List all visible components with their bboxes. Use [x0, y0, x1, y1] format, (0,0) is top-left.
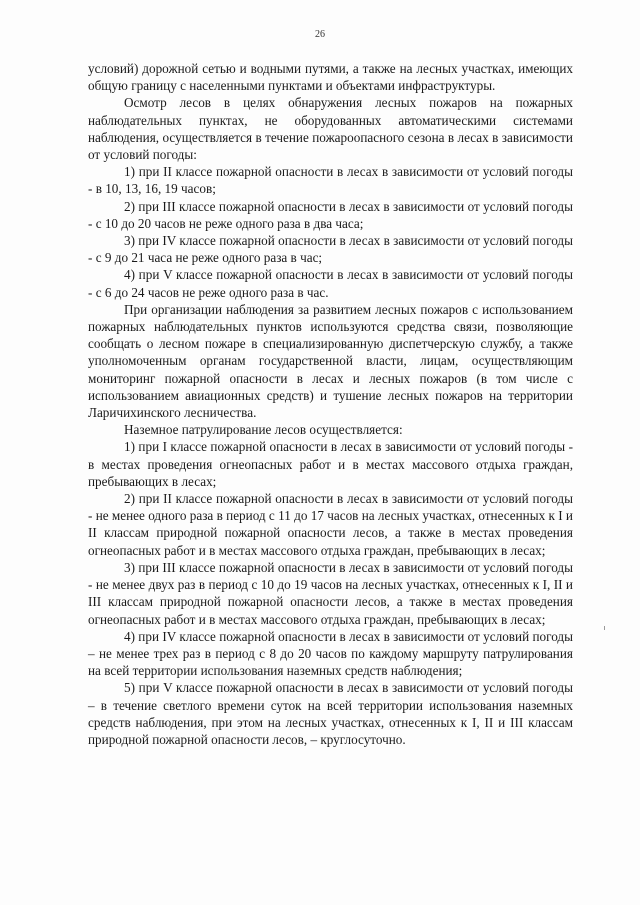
paragraph: 2) при II классе пожарной опасности в лесах в зависимости от условий погоды - не менее одного раза в период с 11 до 17 часов на лесных участках, отнесенных к I и II классам природной пожарной опасности лесов, а также в местах проведения огнеопасных работ и в местах массового отдыха граждан, пребывающих в лесах; — [88, 491, 573, 558]
paragraph: 1) при I классе пожарной опасности в лесах в зависимости от условий погоды - в местах проведения огнеопасных работ и в местах массового отдыха граждан, пребывающих в лесах; — [88, 439, 573, 489]
paragraph: Осмотр лесов в целях обнаружения лесных пожаров на пожарных наблюдательных пунктах, не оборудованных автоматическими системами наблюдения, осуществляется в течение пожароопасного сезона в лесах в зависимости от условий погоды: — [88, 95, 573, 163]
paragraph: 4) при IV классе пожарной опасности в лесах в зависимости от условий погоды – не менее трех раз в период с 8 до 20 часов по каждому маршруту патрулирования на всей территории использования наземных средств наблюдения; — [88, 628, 573, 679]
paragraph: 4) при V классе пожарной опасности в лесах в зависимости от условий погоды - с 6 до 24 часов не реже одного раза в час. — [88, 267, 573, 300]
paragraph: Наземное патрулирование лесов осуществляется: — [124, 422, 403, 438]
paragraph: 3) при IV классе пожарной опасности в лесах в зависимости от условий погоды - с 9 до 21 часа не реже одного раза в час; — [88, 233, 573, 266]
paragraph: 1) при II классе пожарной опасности в лесах в зависимости от условий погоды - в 10, 13, 16, 19 часов; — [88, 164, 573, 197]
paragraph: 3) при III классе пожарной опасности в лесах в зависимости от условий погоды - не менее двух раз в период с 10 до 19 часов на лесных участках, отнесенных к I, II и III классам природной пожарной опасности лесов, а также в местах проведения огнеопасных работ и в местах массового отдыха граждан, пребывающих в лесах; — [88, 559, 573, 627]
document-body — [88, 60, 573, 748]
paragraph: При организации наблюдения за развитием лесных пожаров с использованием пожарных наблюдательных пунктов используются средства связи, позволяющие сообщать о лесном пожаре в специализированную диспетчерскую службу, а также уполномоченным органам государственной власти, лицам, осуществляющим мониторинг пожарной опасности в лесах и лесных пожаров (в том числе с использованием авиационных средств) и тушение лесных пожаров на территории Ларичихинского лесничества. — [88, 301, 573, 421]
paragraph: 2) при III классе пожарной опасности в лесах в зависимости от условий погоды - с 10 до 20 часов не реже одного раза в два часа; — [88, 198, 573, 231]
page-number: 26 — [315, 29, 325, 40]
paragraph: 5) при V классе пожарной опасности в лесах в зависимости от условий погоды – в течение светлого времени суток на всей территории использования наземных средств наблюдения, при этом на лесных участках, отнесенных к I, II и III классам природной пожарной опасности лесов, – круглосуточно. — [88, 680, 573, 747]
margin-mark — [604, 626, 605, 630]
paragraph: условий) дорожной сетью и водными путями, а также на лесных участках, имеющих общую границу с населенными пунктами и объектами инфраструктуры. — [88, 61, 573, 94]
